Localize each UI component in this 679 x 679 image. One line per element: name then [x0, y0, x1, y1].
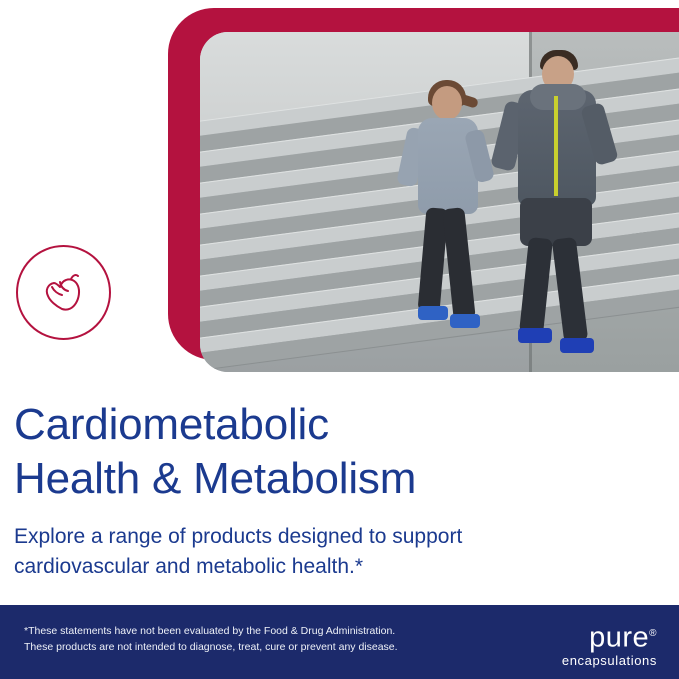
page-title	[14, 398, 664, 506]
photo-background	[200, 32, 679, 372]
brand-subtitle: encapsulations	[561, 652, 657, 668]
page-subtitle-line-2: cardiovascular and metabolic health.*	[14, 555, 364, 578]
registered-trademark-icon: ®	[649, 628, 657, 639]
page-title-line-2: Health & Metabolism	[14, 454, 417, 503]
page-subtitle	[14, 522, 654, 582]
legal-disclaimer-line-1: *These statements have not been evaluated by the Food & Drug Administration.	[24, 625, 396, 637]
legal-disclaimer	[24, 623, 454, 655]
heart-icon-badge	[16, 245, 111, 340]
footer-bar	[0, 605, 679, 679]
brand-name-text: pure	[589, 621, 650, 654]
brand-logo	[477, 619, 657, 669]
brand-name	[477, 619, 657, 653]
photo-runner-man	[496, 46, 636, 372]
legal-disclaimer-line-2: These products are not intended to diagnose, treat, cure or prevent any disease.	[24, 641, 398, 653]
hero-photo	[200, 32, 679, 372]
page-title-line-1: Cardiometabolic	[14, 400, 329, 449]
page-subtitle-line-1: Explore a range of products designed to support	[14, 525, 463, 548]
